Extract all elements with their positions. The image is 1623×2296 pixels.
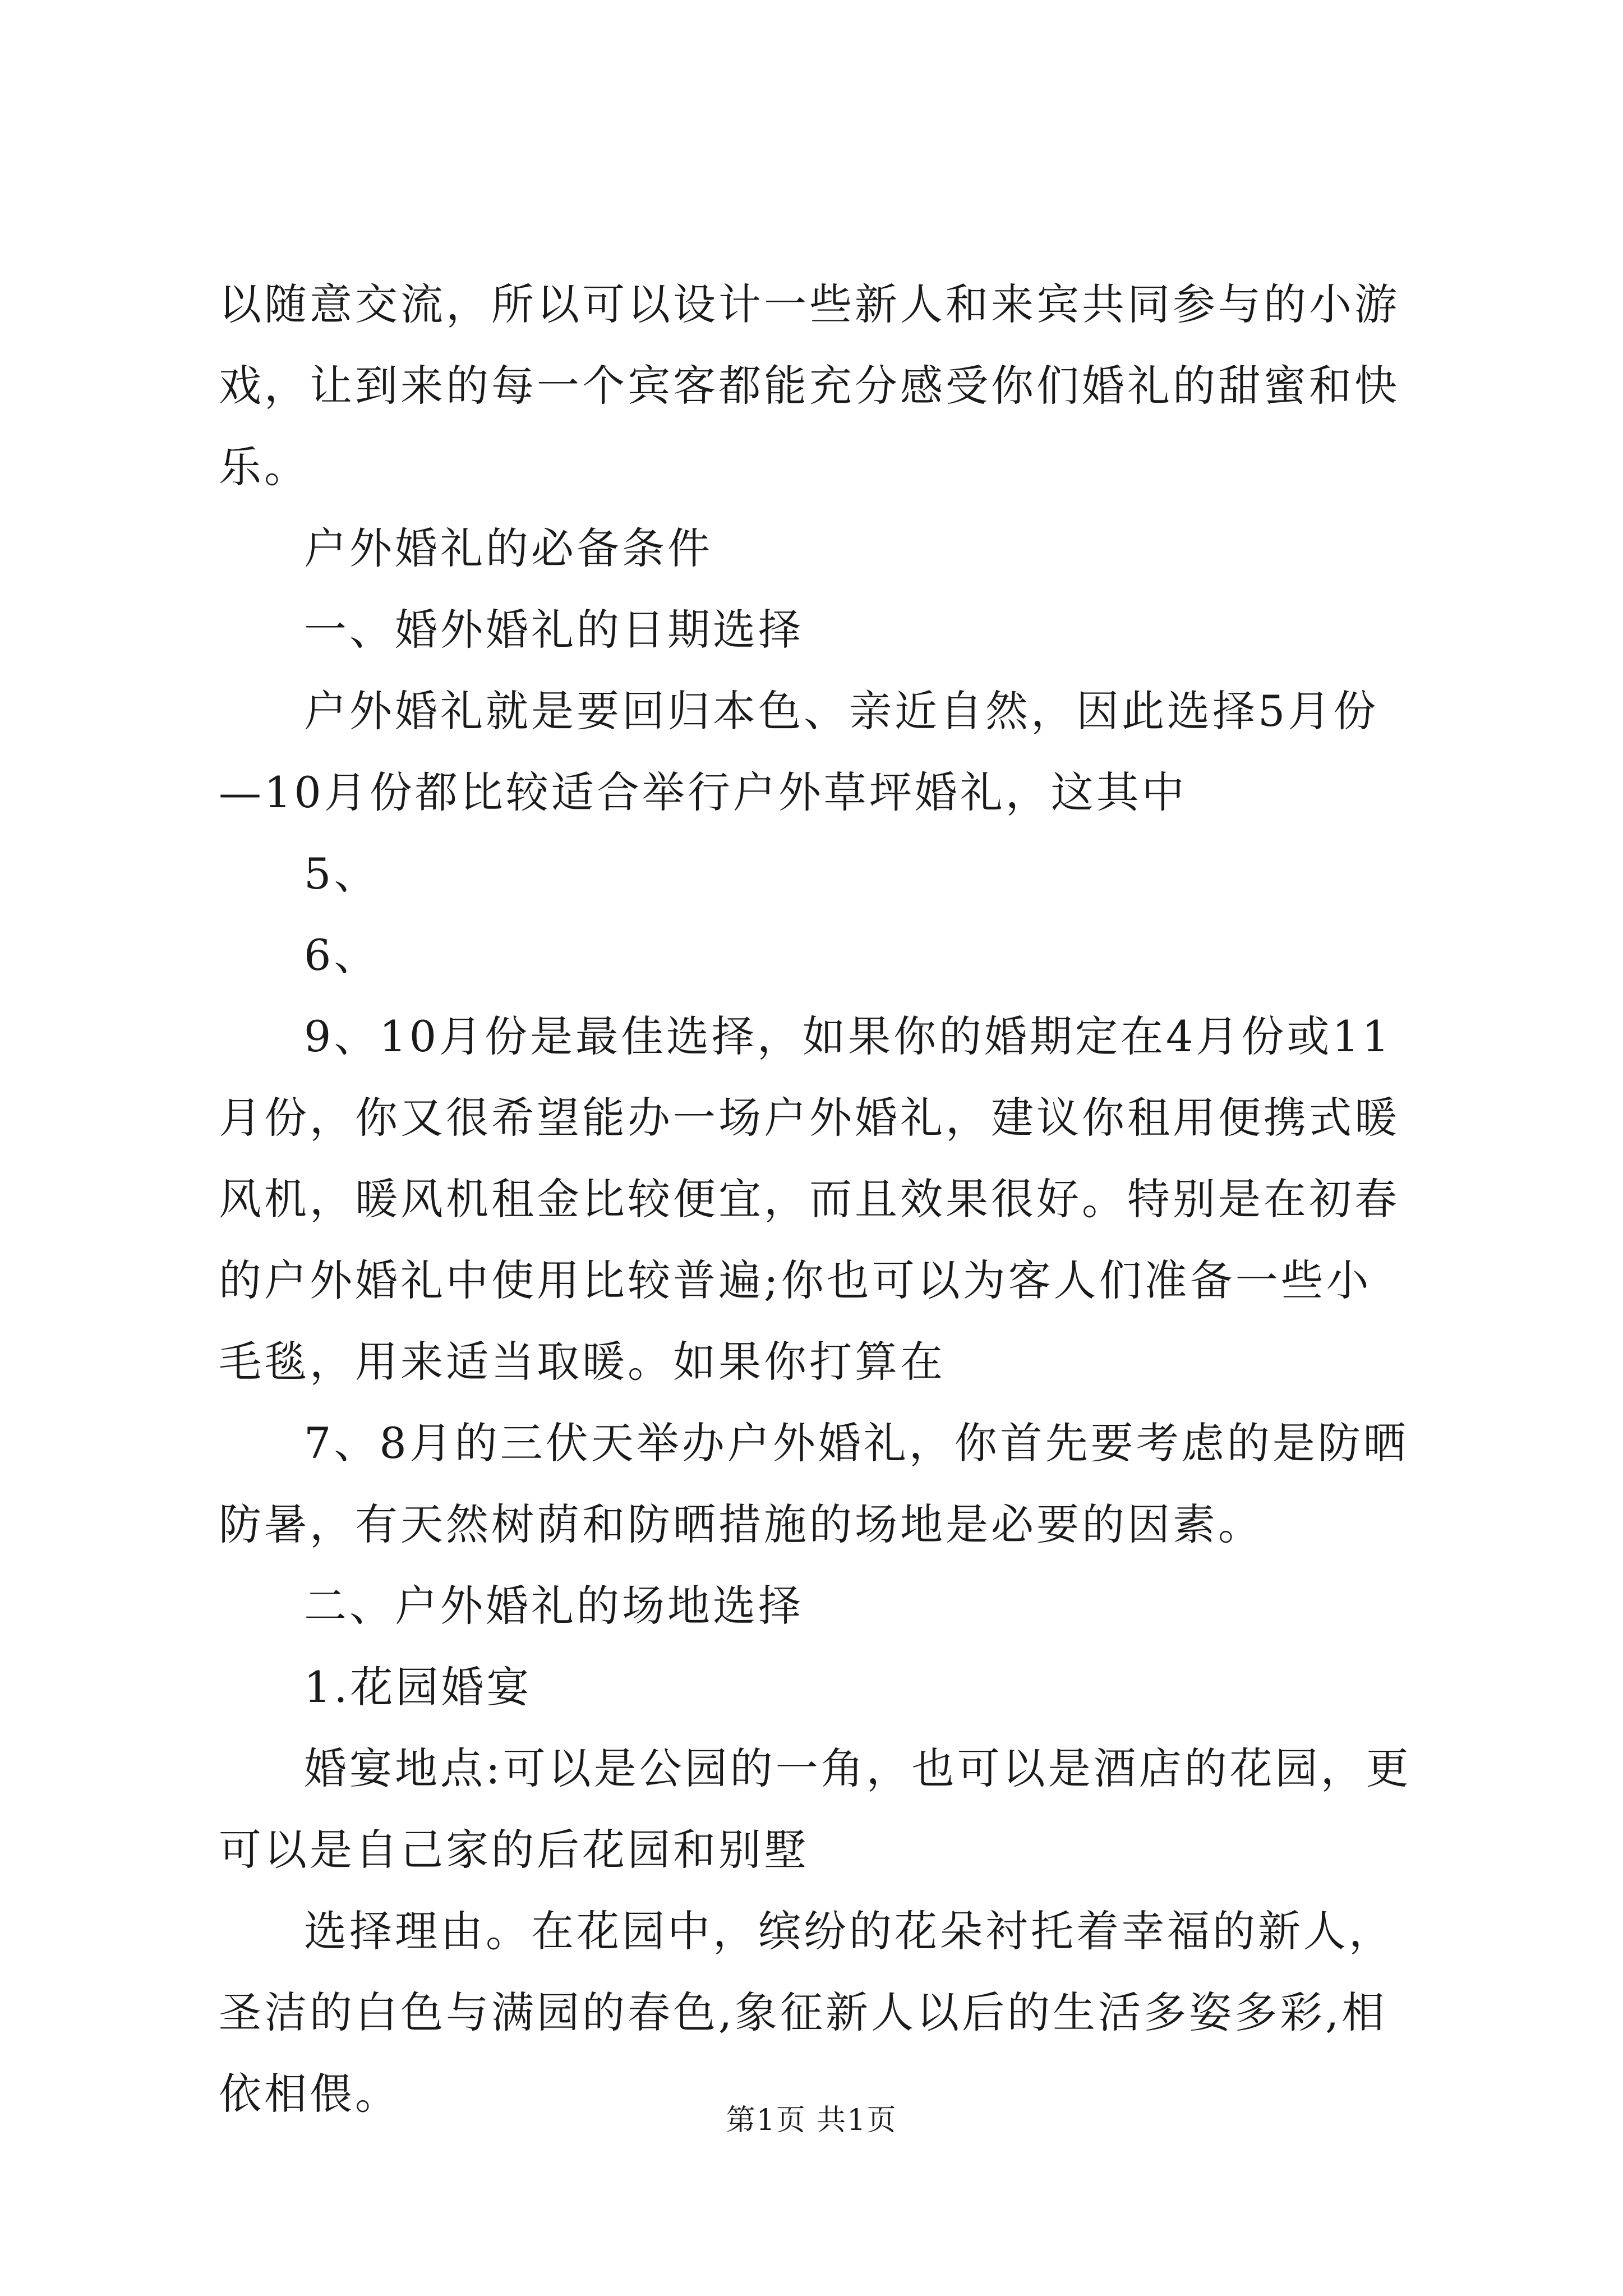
- subheading-garden-banquet: 1.花园婚宴: [304, 1662, 532, 1712]
- paragraph-selection-reason: 选择理由。在花园中，缤纷的花朵衬托着幸福的新人，圣洁的白色与满园的春色,象征新人以后的生活多姿多彩,相依相偎。: [219, 1906, 1394, 2119]
- heading-outdoor-wedding-requirements: 户外婚礼的必备条件: [304, 523, 713, 573]
- heading-date-selection: 一、婚外婚礼的日期选择: [304, 605, 804, 655]
- list-item-6: 6、: [304, 930, 380, 980]
- paragraph-continuation: 以随意交流，所以可以设计一些新人和来宾共同参与的小游戏，让到来的每一个宾客都能充分感受你们婚礼的甜蜜和快乐。: [219, 279, 1400, 492]
- document-body: [219, 264, 1413, 2134]
- heading-venue-selection: 二、户外婚礼的场地选择: [304, 1581, 804, 1631]
- paragraph-date-selection: 户外婚礼就是要回归本色、亲近自然，因此选择5月份—10月份都比较适合举行户外草坪婚礼，这其中: [219, 686, 1379, 817]
- list-item-5: 5、: [304, 849, 380, 899]
- paragraph-best-months: 9、10月份是最佳选择，如果你的婚期定在4月份或11月份，你又很希望能办一场户外婚礼，建议你租用便携式暖风机，暖风机租金比较便宜，而且效果很好。特别是在初春的户外婚礼中使用比较普遍;你也可以为客人们准备一些小毛毯，用来适当取暖。如果你打算在: [219, 1011, 1400, 1387]
- paragraph-summer-advice: 7、8月的三伏天举办户外婚礼，你首先要考虑的是防晒防暑，有天然树荫和防晒措施的场地是必要的因素。: [219, 1418, 1409, 1549]
- paragraph-banquet-location: 婚宴地点:可以是公园的一角，也可以是酒店的花园，更可以是自己家的后花园和别墅: [219, 1743, 1412, 1875]
- page-number-footer: 第1页 共1页: [726, 2104, 897, 2137]
